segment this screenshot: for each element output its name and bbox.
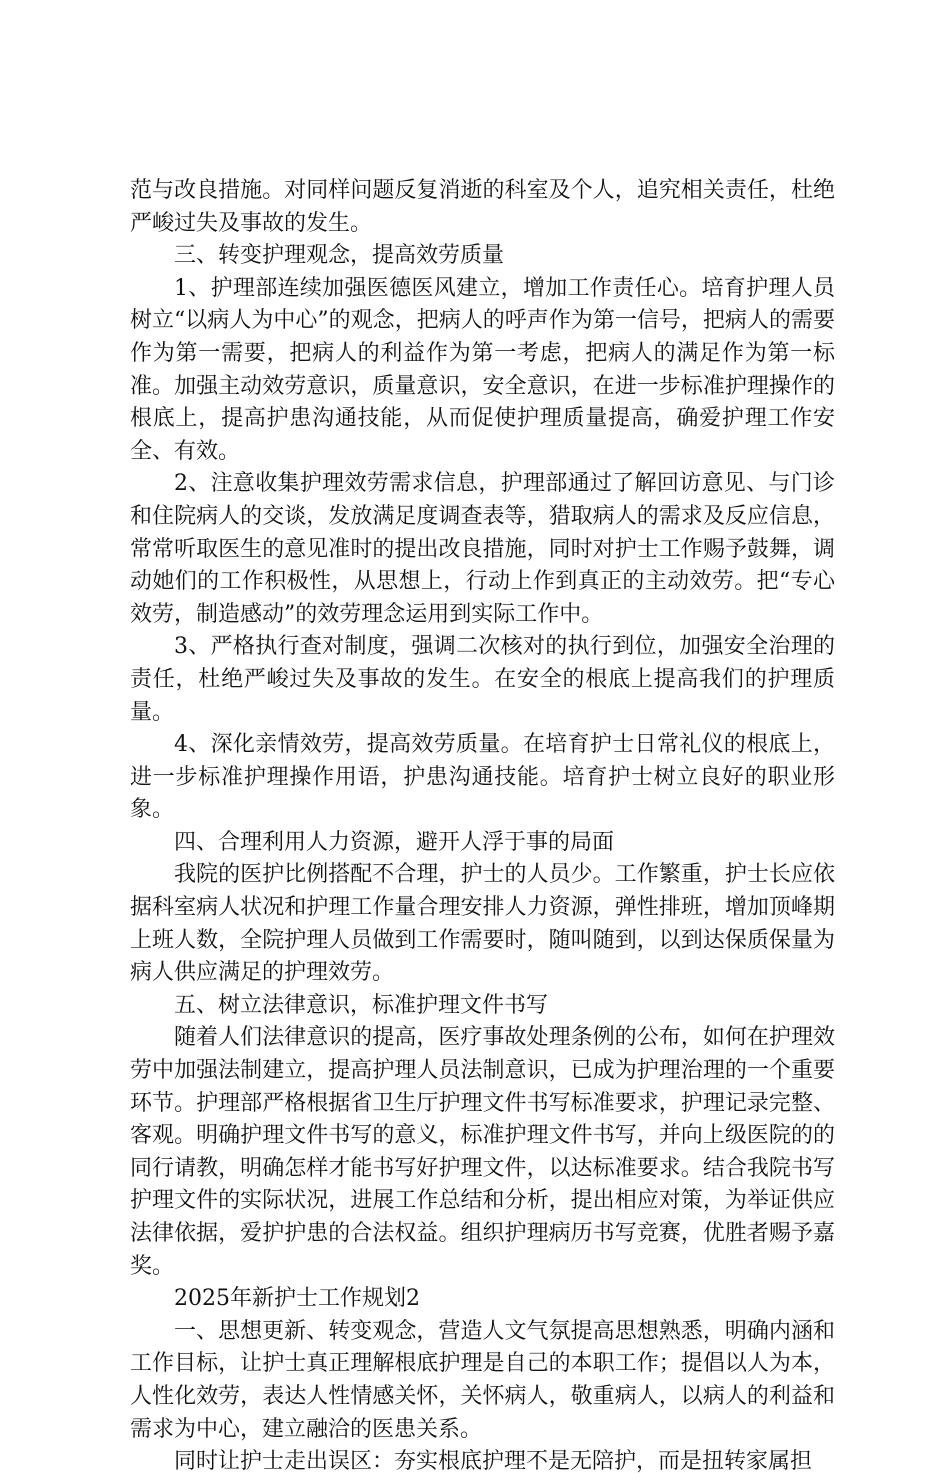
document-subtitle: 2025年新护士工作规划2: [174, 1286, 420, 1312]
paragraph-staffing: 我院的医护比例搭配不合理，护士的人员少。工作繁重，护士长应依据科室病人状况和护理工作量合理安排人力资源，弹性排班，增加顶峰期上班人数，全院护理人员做到工作需要时，随叫随到，以到达保质保量为病人供应满足的护理效劳。: [130, 862, 835, 986]
paragraph-item-1: 1、护理部连续加强医德医风建立，增加工作责任心。培育护理人员树立“以病人为中心”的观念，把病人的呼声作为第一信号，把病人的需要作为第一需要，把病人的利益作为第一考虑，把病人的满足作为第一标准。加强主动效劳意识，质量意识，安全意识，在进一步标准护理操作的根底上，提高护患沟通技能，从而促使护理质量提高，确爱护理工作安全、有效。: [130, 275, 835, 464]
paragraph-continuation: 范与改良措施。对同样问题反复消逝的科室及个人，追究相关责任，杜绝严峻过失及事故的发生。: [130, 178, 835, 236]
paragraph-item-2: 2、注意收集护理效劳需求信息，护理部通过了解回访意见、与门诊和住院病人的交谈，发放满足度调查表等，猎取病人的需求及反应信息，常常听取医生的意见准时的提出改良措施，同时对护士工作赐予鼓舞，调动她们的工作积极性，从思想上，行动上作到真正的主动效劳。把“专心效劳，制造感动”的效劳理念运用到实际工作中。: [130, 471, 835, 627]
section-heading-4: 四、合理利用人力资源，避开人浮于事的局面: [174, 829, 615, 855]
section-heading-3: 三、转变护理观念，提高效劳质量: [174, 243, 505, 269]
paragraph-item-3: 3、严格执行查对制度，强调二次核对的执行到位，加强安全治理的责任，杜绝严峻过失及事故的发生。在安全的根底上提高我们的护理质量。: [130, 634, 835, 725]
paragraph-misconception: 同时让护士走出误区：夯实根底护理不是无陪护，而是扭转家属担: [174, 1449, 813, 1475]
paragraph-legal: 随着人们法律意识的提高，医疗事故处理条例的公布，如何在护理效劳中加强法制建立，提高护理人员法制意识，已成为护理治理的一个重要环节。护理部严格根据省卫生厅护理文件书写标准要求，护理记录完整、客观。明确护理文件书写的意义，标准护理文件书写，并向上级医院的的同行请教，明确怎样才能书写好护理文件，以达标准要求。结合我院书写护理文件的实际状况，进展工作总结和分析，提出相应对策，为举证供应法律依据，爱护护患的合法权益。组织护理病历书写竞赛，优胜者赐予嘉奖。: [130, 1025, 835, 1279]
paragraph-thinking: 一、思想更新、转变观念，营造人文气氛提高思想熟悉，明确内涵和工作目标，让护士真正理解根底护理是自己的本职工作；提倡以人为本，人性化效劳，表达人性情感关怀，关怀病人，敬重病人，以病人的利益和需求为中心，建立融洽的医患关系。: [130, 1318, 835, 1442]
section-heading-5: 五、树立法律意识，标准护理文件书写: [174, 992, 549, 1018]
document-page: [130, 175, 835, 1479]
paragraph-item-4: 4、深化亲情效劳，提高效劳质量。在培育护士日常礼仪的根底上，进一步标准护理操作用语，护患沟通技能。培育护士树立良好的职业形象。: [130, 732, 835, 823]
